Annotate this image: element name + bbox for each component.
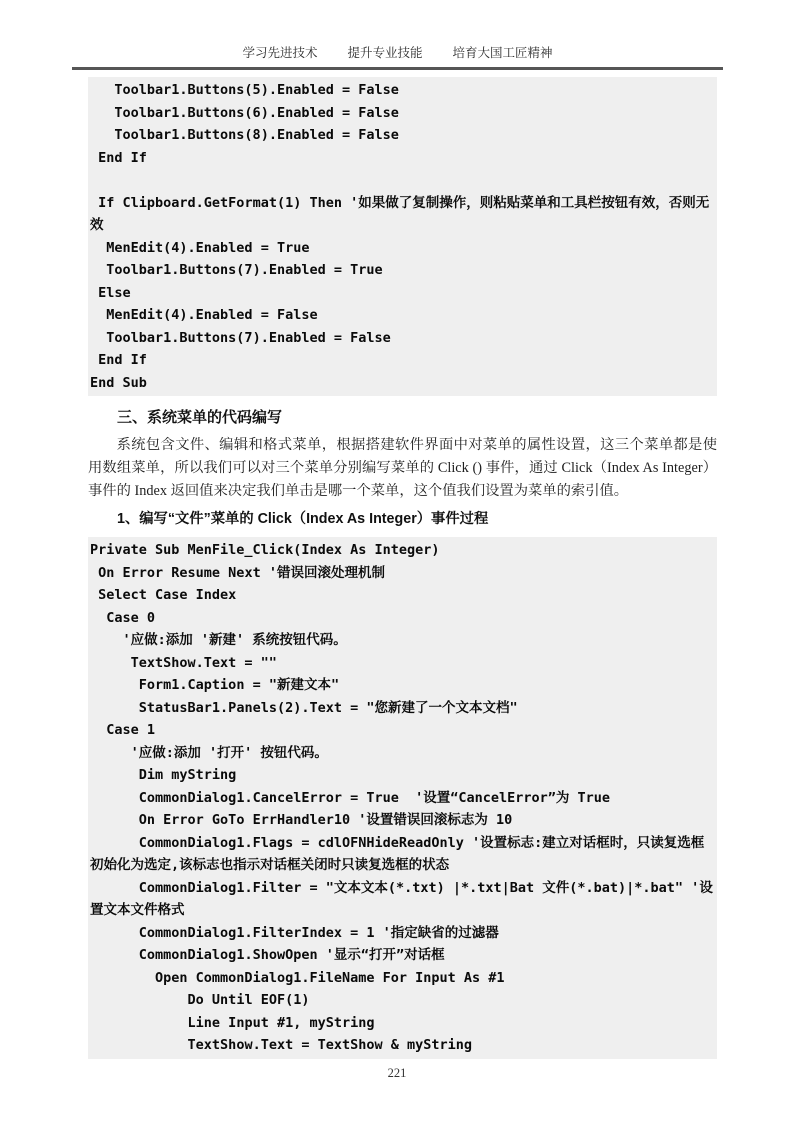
page-footer [0, 1066, 794, 1081]
code-line: Toolbar1.Buttons(7).Enabled = True [90, 262, 383, 278]
code-line: CommonDialog1.CancelError = True '设置“CancelError”为 True [90, 789, 611, 806]
code-line: Toolbar1.Buttons(7).Enabled = False [90, 329, 391, 346]
code-line: Select Case Index [90, 587, 237, 603]
code-line: End Sub [90, 374, 147, 391]
section-heading: 三、系统菜单的代码编写 [117, 409, 283, 426]
code-line: Case 1 [90, 722, 156, 738]
code-line: Line Input #1, myString [90, 1014, 375, 1031]
code-line: CommonDialog1.Flags = cdlOFNHideReadOnly '设置标志:建立对话框时，只读复选框初始化为选定,该标志也指示对话框关闭时只读复选框的状态 [90, 834, 705, 873]
body-paragraph: 系统包含文件、编辑和格式菜单，根据搭建软件界面中对菜单的属性设置，这三个菜单都是使用数组菜单，所以我们可以对三个菜单分别编写菜单的 Click () 事件，通过 Click（Index As Integer）事件的 Index 返回值来决定我们单击是哪一个菜单，这个值我们设置为菜单的索引值。 [88, 437, 717, 499]
code-line: CommonDialog1.Filter = "文本文本(*.txt) |*.txt|Bat 文件(*.bat)|*.bat" '设置文本文件格式 [90, 879, 713, 918]
code-line: Private Sub MenFile_Click(Index As Integer) [90, 542, 440, 558]
code-line: End If [90, 149, 147, 166]
header-slogan-1: 学习先进技术 [242, 46, 318, 60]
code-line: MenEdit(4).Enabled = True [90, 239, 310, 256]
sub-heading: 1、编写“文件”菜单的 Click（Index As Integer）事件过程 [117, 511, 489, 527]
code-line: Dim myString [90, 767, 237, 783]
code-line: Toolbar1.Buttons(8).Enabled = False [90, 127, 399, 143]
code-block-1 [88, 77, 717, 396]
page-content [88, 77, 717, 1059]
code-line: StatusBar1.Panels(2).Text = "您新建了一个文本文档" [90, 699, 518, 716]
code-line: MenEdit(4).Enabled = False [90, 307, 318, 323]
code-line: Else [90, 284, 131, 301]
code-block-2 [88, 537, 717, 1059]
code-line: CommonDialog1.FilterIndex = 1 '指定缺省的过滤器 [90, 924, 499, 941]
code-line: If Clipboard.GetFormat(1) Then '如果做了复制操作，则粘贴菜单和工具栏按钮有效，否则无效 [90, 194, 710, 233]
code-line: Open CommonDialog1.FileName For Input As #1 [90, 969, 505, 986]
code-line: '应做:添加 '打开' 按钮代码。 [90, 744, 328, 761]
code-line: TextShow.Text = TextShow & myString [90, 1037, 473, 1053]
code-line: Do Until EOF(1) [90, 992, 310, 1008]
code-line: Case 0 [90, 609, 156, 626]
code-line: Toolbar1.Buttons(6).Enabled = False [90, 104, 399, 121]
header-slogan-2: 提升专业技能 [347, 46, 423, 60]
code-line: End If [90, 352, 147, 368]
code-line: '应做:添加 '新建' 系统按钮代码。 [90, 632, 347, 648]
header-slogan-3: 培育大国工匠精神 [452, 46, 553, 60]
code-line: Toolbar1.Buttons(5).Enabled = False [90, 82, 399, 98]
page-header [72, 45, 723, 70]
code-line: On Error GoTo ErrHandler10 '设置错误回滚标志为 10 [90, 812, 513, 828]
code-line: CommonDialog1.ShowOpen '显示“打开”对话框 [90, 947, 445, 963]
code-line: TextShow.Text = "" [90, 654, 277, 671]
code-line [90, 169, 715, 192]
code-line: Form1.Caption = "新建文本" [90, 677, 340, 693]
page-number: 221 [387, 1066, 407, 1080]
code-line: On Error Resume Next '错误回滚处理机制 [90, 564, 385, 581]
